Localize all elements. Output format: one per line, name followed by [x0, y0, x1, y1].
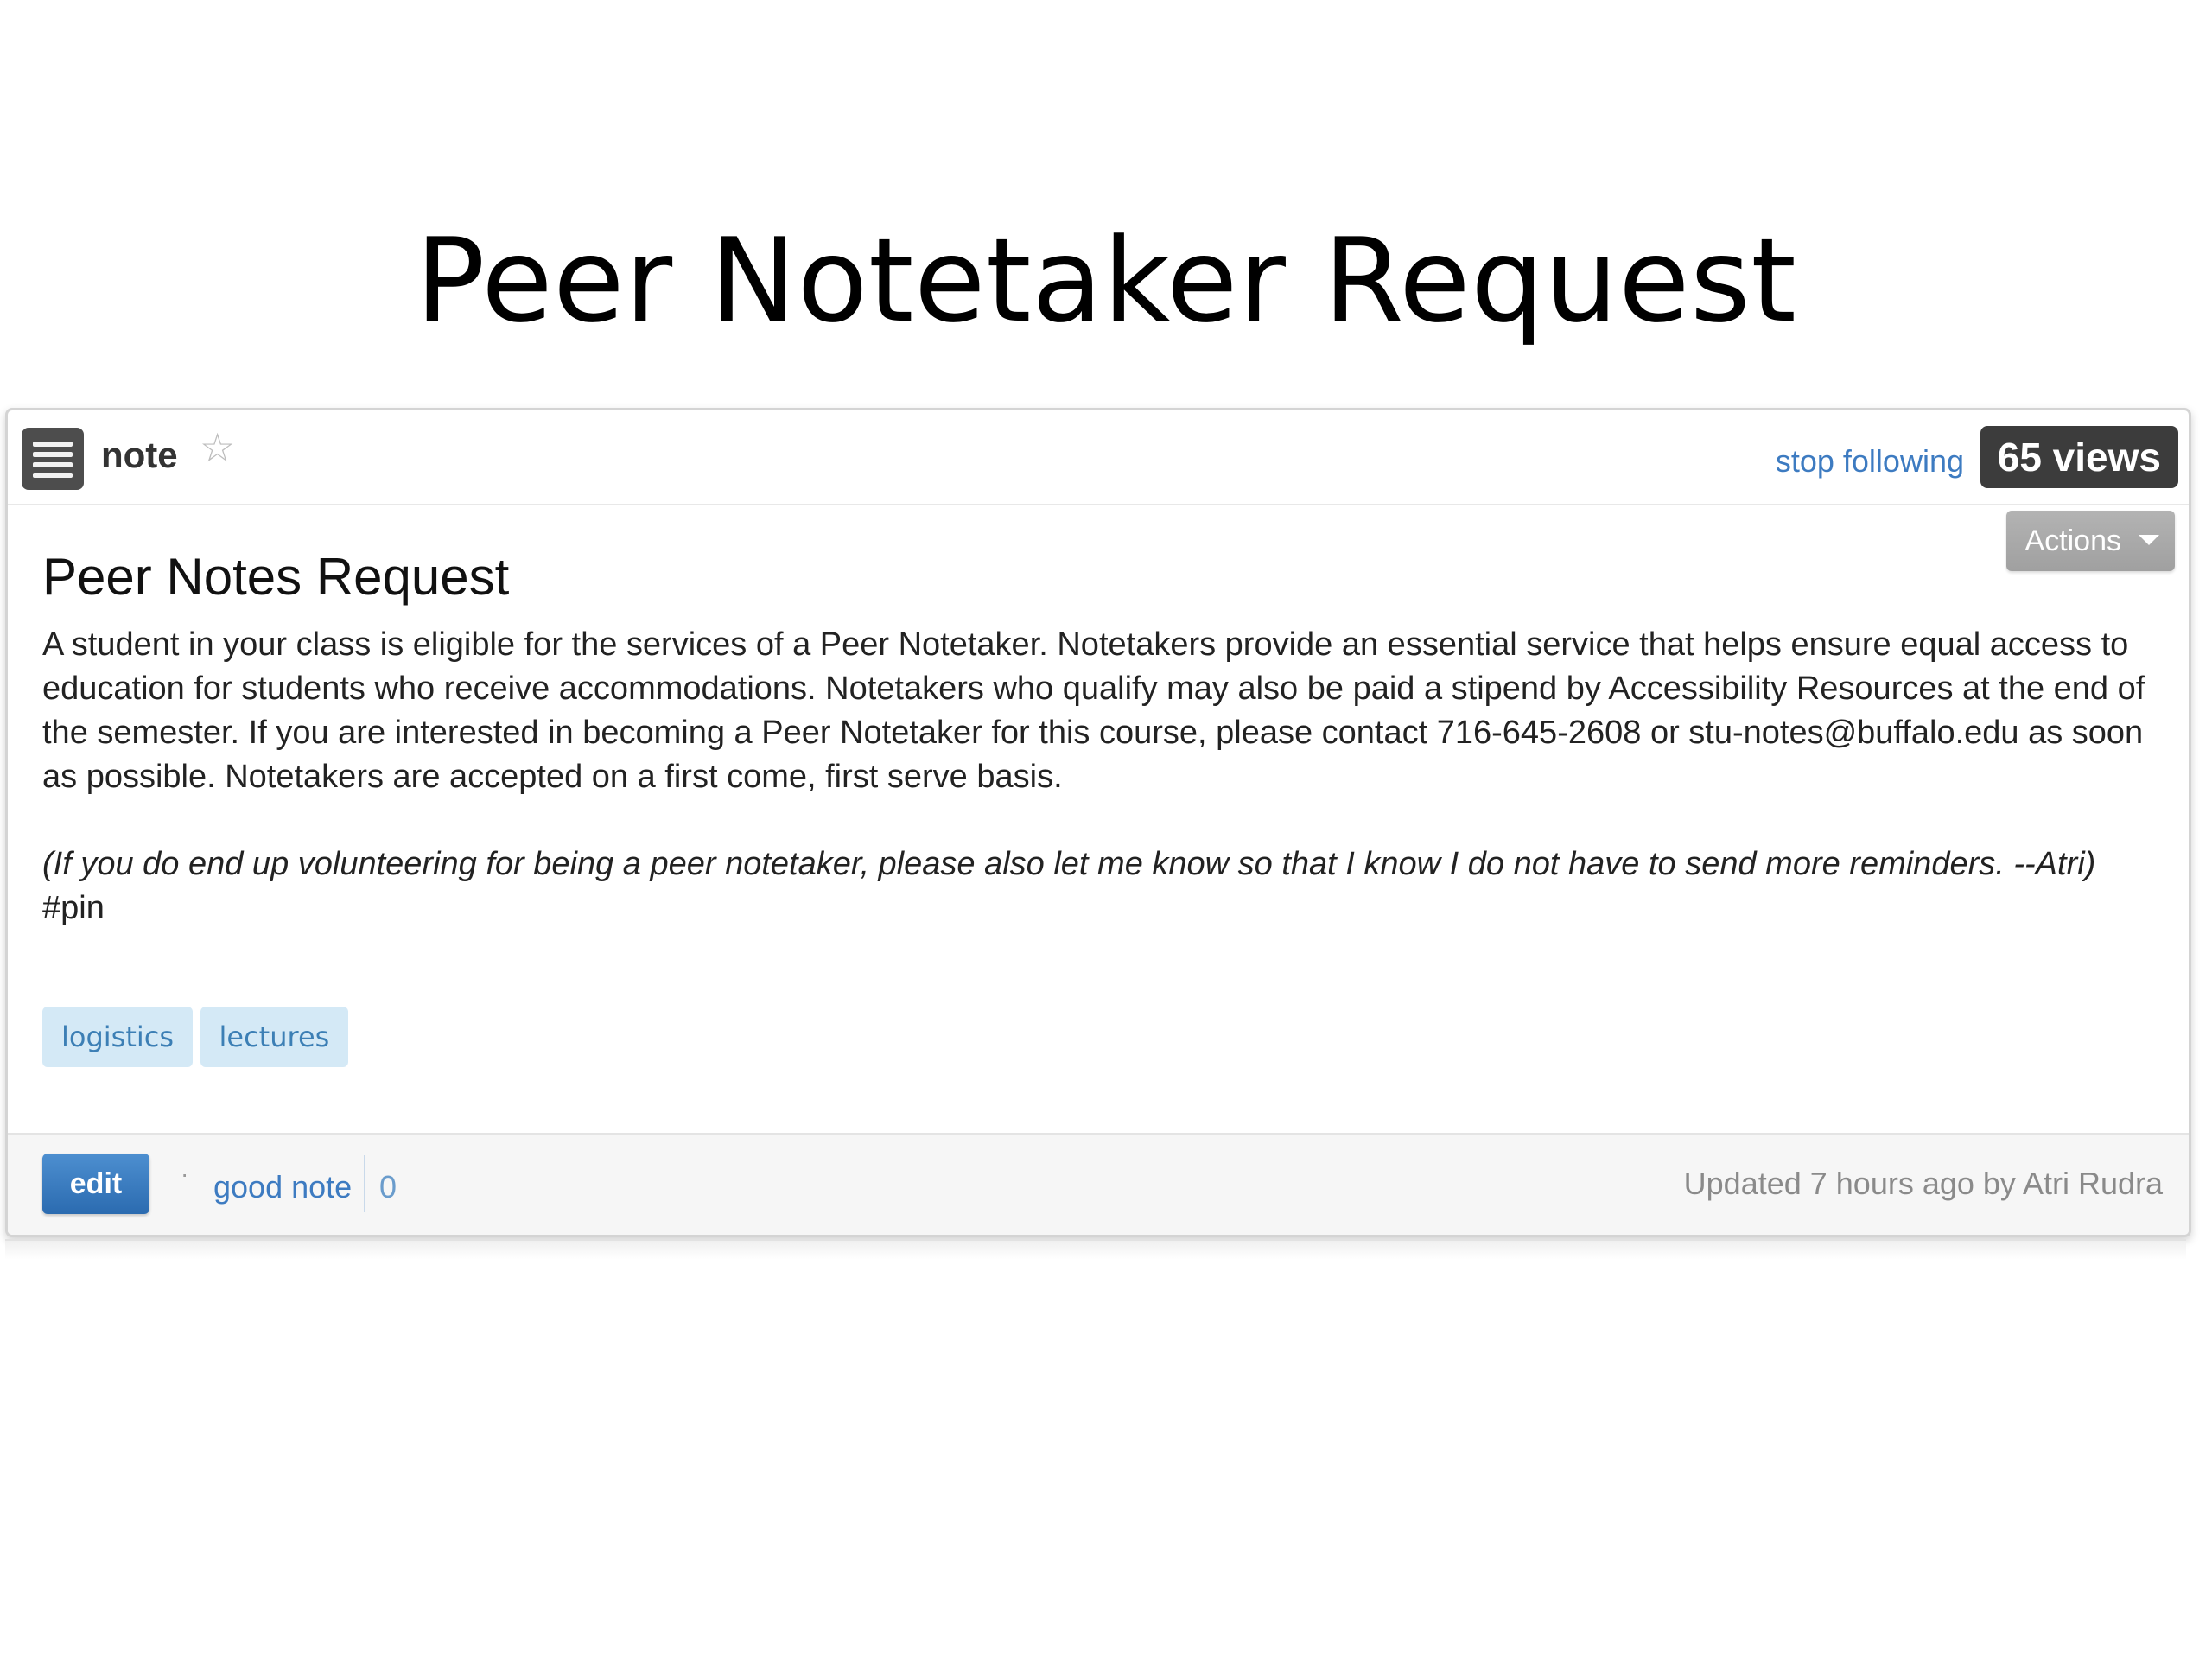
good-note-link[interactable]: good note [213, 1169, 353, 1205]
post-card [5, 408, 2191, 1237]
menu-icon[interactable] [22, 428, 84, 490]
actions-label: Actions [2024, 524, 2121, 557]
views-badge: 65 views [1980, 426, 2178, 488]
post-type-label: note [101, 435, 178, 475]
post-body [42, 623, 2168, 931]
star-icon[interactable]: ☆ [200, 425, 236, 470]
updated-timestamp: Updated 7 hours ago by Atri Rudra [1683, 1166, 2163, 1201]
folder-tags [42, 1007, 352, 1067]
edit-button[interactable]: edit [42, 1154, 149, 1214]
good-note-count: 0 [379, 1169, 397, 1205]
caret-down-icon [2139, 535, 2159, 545]
divider [364, 1155, 365, 1212]
body-paragraph: A student in your class is eligible for the services of a Peer Notetaker. Notetakers provide an essential service that helps ensure equal access to education for students who receive accommodations. Notetakers who qualify may also be paid a stipend by Accessibility Resources at the end of the semester. If you are interested in becoming a Peer Notetaker for this course, please contact 716-645-2608 or stu-notes@buffalo.edu as soon as possible. Notetakers are accepted on a first come, first serve basis. [42, 626, 2145, 795]
hashtag-pin: #pin [42, 890, 105, 926]
post-heading: Peer Notes Request [42, 548, 510, 606]
post-header [8, 410, 2189, 505]
folder-tag-lectures[interactable]: lectures [200, 1007, 349, 1067]
body-paragraph-italic: (If you do end up volunteering for being a peer notetaker, please also let me know so that I know I do not have to send more reminders. --Atri) [42, 846, 2096, 882]
slide-title: Peer Notetaker Request [415, 213, 1797, 348]
next-item-edge [5, 1239, 2186, 1260]
actions-dropdown-button[interactable] [2006, 511, 2176, 571]
post-footer [8, 1133, 2189, 1235]
separator-dot: · [181, 1160, 189, 1187]
folder-tag-logistics[interactable]: logistics [42, 1007, 193, 1067]
stop-following-link[interactable]: stop following [1775, 443, 1964, 479]
